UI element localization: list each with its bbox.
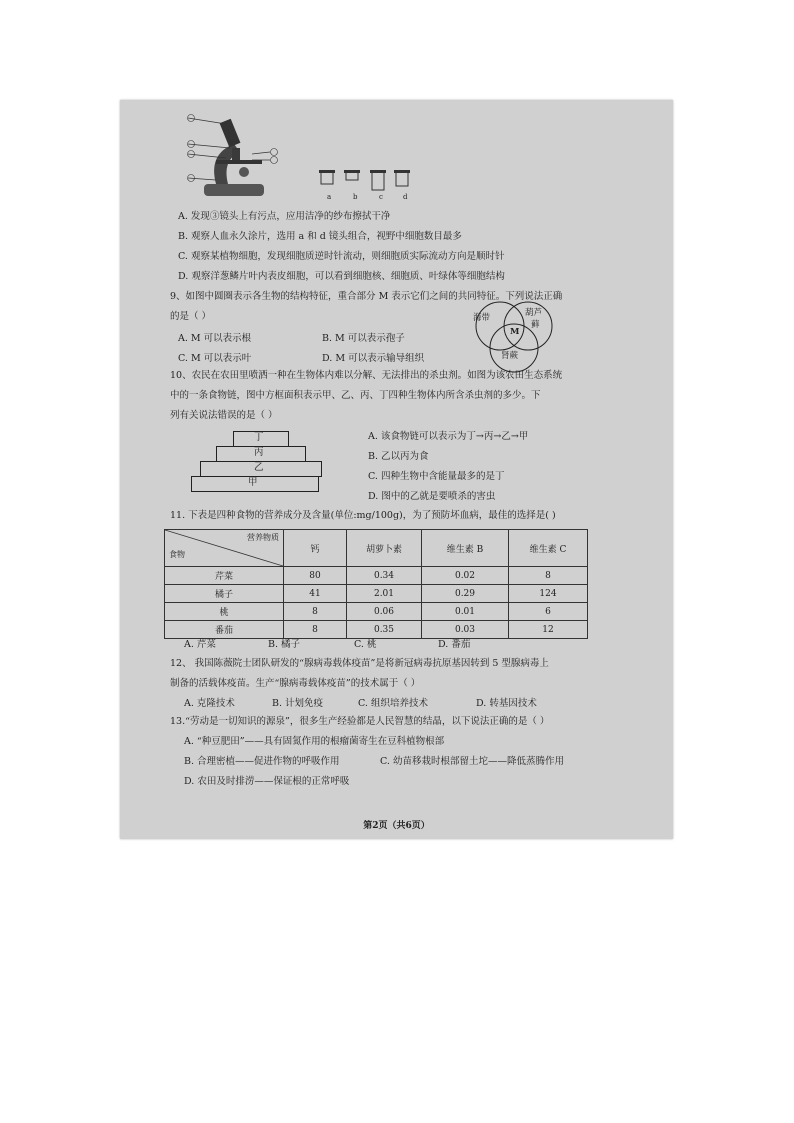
value-cell: 8 xyxy=(509,567,588,585)
q10-option-b: B. 乙以丙为食 xyxy=(368,451,429,462)
value-cell: 0.03 xyxy=(422,621,509,639)
page-number: 第2页（共6页） xyxy=(363,821,430,831)
q13-option-d: D. 农田及时排涝——保证根的正常呼吸 xyxy=(184,776,350,787)
lens-label-c: c xyxy=(379,193,383,201)
food-cell: 番茄 xyxy=(165,621,284,639)
value-cell: 12 xyxy=(509,621,588,639)
q12-stem-line2: 制备的活载体疫苗。生产“腺病毒载体疫苗”的技术属于（ ） xyxy=(170,678,421,689)
venn-label-3: 肾蕨 xyxy=(501,351,519,361)
value-cell: 0.01 xyxy=(422,603,509,621)
pyramid-label-3: 乙 xyxy=(254,462,264,473)
value-cell: 0.34 xyxy=(347,567,422,585)
table-row xyxy=(165,603,588,621)
q10-stem-line2: 中的一条食物链，图中方框面积表示甲、乙、丙、丁四种生物体内所含杀虫剂的多少。下 xyxy=(170,390,541,401)
q13-option-c: C. 幼苗移栽时根部留土坨——降低蒸腾作用 xyxy=(380,756,564,767)
q11-option-d: D. 番茄 xyxy=(438,639,471,650)
food-cell: 橘子 xyxy=(165,585,284,603)
value-cell: 0.29 xyxy=(422,585,509,603)
q9-option-b: B. M 可以表示孢子 xyxy=(322,333,405,344)
food-cell: 芹菜 xyxy=(165,567,284,585)
q8-option-b: B. 观察人血永久涂片，选用 a 和 d 镜头组合，视野中细胞数目最多 xyxy=(178,231,462,242)
q12-option-d: D. 转基因技术 xyxy=(476,698,537,709)
q11-option-a: A. 芹菜 xyxy=(184,639,216,650)
q9-option-d: D. M 可以表示输导组织 xyxy=(322,353,425,364)
q10-option-c: C. 四种生物中含能量最多的是丁 xyxy=(368,471,505,482)
exam-page xyxy=(120,100,673,839)
value-cell: 41 xyxy=(284,585,347,603)
food-cell: 桃 xyxy=(165,603,284,621)
venn-label-2: 葫芦 xyxy=(525,308,543,318)
value-cell: 0.06 xyxy=(347,603,422,621)
q10-stem-line1: 10、农民在农田里喷洒一种在生物体内难以分解、无法排出的杀虫剂。如图为该农田生态系统 xyxy=(170,370,563,381)
q9-option-c: C. M 可以表示叶 xyxy=(178,353,252,364)
column-header: 维生素 C xyxy=(509,530,588,567)
q9-stem-line1: 9、如图中圆圈表示各生物的结构特征，重合部分 M 表示它们之间的共同特征。下列说法正确 xyxy=(170,291,563,302)
q10-stem-line3: 列有关说法错误的是（ ） xyxy=(170,410,278,421)
q9-option-a: A. M 可以表示根 xyxy=(178,333,252,344)
column-header: 维生素 B xyxy=(422,530,509,567)
q8-option-d: D. 观察洋葱鳞片叶内表皮细胞，可以看到细胞核、细胞质、叶绿体等细胞结构 xyxy=(178,271,505,282)
nutrition-table xyxy=(164,529,588,639)
q10-option-a: A. 该食物链可以表示为丁→丙→乙→甲 xyxy=(368,431,529,442)
value-cell: 0.35 xyxy=(347,621,422,639)
q12-option-c: C. 组织培养技术 xyxy=(358,698,428,709)
q10-option-d: D. 图中的乙就是要喷杀的害虫 xyxy=(368,491,496,502)
q12-option-a: A. 克隆技术 xyxy=(184,698,235,709)
column-header: 钙 xyxy=(284,530,347,567)
lens-label-a: a xyxy=(327,193,332,201)
table-row xyxy=(165,567,588,585)
venn-label-2b: 藓 xyxy=(531,320,540,330)
q8-option-a: A. 发现③镜头上有污点，应用洁净的纱布擦拭干净 xyxy=(178,211,391,222)
q13-option-b: B. 合理密植——促进作物的呼吸作用 xyxy=(184,756,340,767)
corner-top-label: 营养物质 xyxy=(247,533,279,542)
q9-stem-line2: 的是（ ） xyxy=(170,311,212,322)
lens-label-d: d xyxy=(403,193,408,201)
q8-option-c: C. 观察某植物细胞，发现细胞质逆时针流动，则细胞质实际流动方向是顺时针 xyxy=(178,251,505,262)
q11-option-b: B. 橘子 xyxy=(268,639,301,650)
pyramid-label-4: 甲 xyxy=(248,477,258,488)
q13-option-a: A. “种豆肥田”——具有固氮作用的根瘤菌寄生在豆科植物根部 xyxy=(184,736,445,747)
value-cell: 8 xyxy=(284,621,347,639)
q11-option-c: C. 桃 xyxy=(354,639,377,650)
table-corner-cell xyxy=(165,530,284,567)
q12-option-b: B. 计划免疫 xyxy=(272,698,324,709)
lens-label-b: b xyxy=(353,193,358,201)
corner-bottom-label: 食物 xyxy=(169,550,185,559)
value-cell: 124 xyxy=(509,585,588,603)
value-cell: 2.01 xyxy=(347,585,422,603)
value-cell: 80 xyxy=(284,567,347,585)
pyramid-label-2: 丙 xyxy=(254,447,264,458)
q13-stem: 13.“劳动是一切知识的源泉”，很多生产经验都是人民智慧的结晶，以下说法正确的是（ ） xyxy=(170,716,550,727)
pyramid-label-1: 丁 xyxy=(254,432,264,443)
table-row xyxy=(165,621,588,639)
column-header: 胡萝卜素 xyxy=(347,530,422,567)
q12-stem-line1: 12、 我国陈薇院士团队研发的“腺病毒载体疫苗”是将新冠病毒抗原基因转到 5 型腺病毒上 xyxy=(170,658,549,669)
value-cell: 0.02 xyxy=(422,567,509,585)
q11-stem: 11. 下表是四种食物的营养成分及含量(单位:mg/100g)，为了预防坏血病，最佳的选择是( ) xyxy=(170,510,556,521)
table-row xyxy=(165,585,588,603)
value-cell: 8 xyxy=(284,603,347,621)
microscope-figure xyxy=(186,114,296,200)
venn-label-1: 海带 xyxy=(473,313,491,323)
venn-label-center: M xyxy=(510,327,520,337)
value-cell: 6 xyxy=(509,603,588,621)
